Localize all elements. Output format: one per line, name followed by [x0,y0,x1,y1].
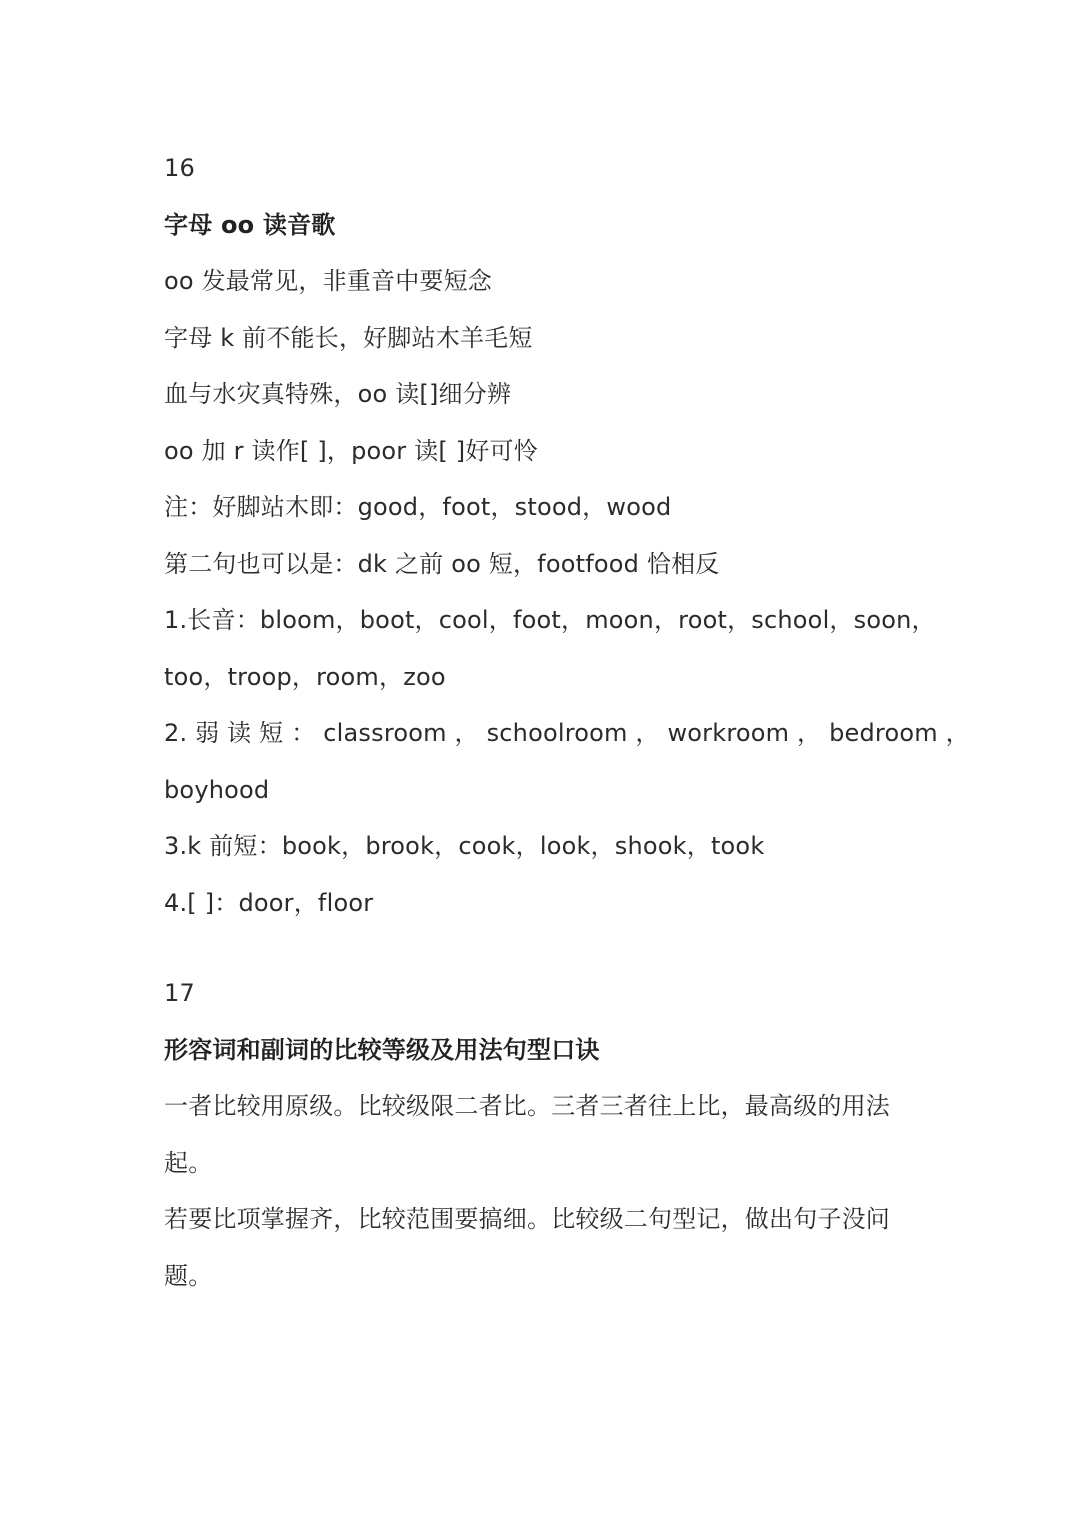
text-line: 一者比较用原级。比较级限二者比。三者三者往上比，最高级的用法 [164,1092,890,1120]
section-title-comparison: 形容词和副词的比较等级及用法句型口诀 [164,1035,600,1064]
text-line: 字母 k 前不能长，好脚站木羊毛短 [164,323,533,352]
text-line: 起。 [164,1148,213,1177]
example-list-long-sound: 1.长音：bloom，boot，cool，foot，moon，root，school，soon， [164,606,936,634]
text-line: 题。 [164,1261,213,1290]
example-list-door-floor: 4.[ ]：door，floor [164,888,374,917]
example-list-weak-short: 2. 弱 读 短 ： classroom ， schoolroom ， workroom ， bedroom ， [164,719,970,747]
text-line: oo 发最常见，非重音中要短念 [164,267,492,295]
example-list-weak-short-cont: boyhood [164,775,270,804]
text-line: 注：好脚站木即：good，foot，stood，wood [164,493,672,521]
example-list-long-sound-cont: too，troop，room，zoo [164,662,446,691]
example-list-k-short: 3.k 前短：book，brook，cook，look，shook，took [164,832,765,860]
section-number-17: 17 [164,979,195,1007]
text-line: 若要比项掌握齐，比较范围要搞细。比较级二句型记，做出句子没问 [164,1205,890,1233]
text-line: 第二句也可以是：dk 之前 oo 短，footfood 恰相反 [164,549,720,578]
section-spacer [164,931,924,965]
document-page [164,140,970,1304]
text-line: oo 加 r 读作[ ]，poor 读[ ]好可怜 [164,436,538,465]
text-line: 血与水灾真特殊，oo 读[]细分辨 [164,380,512,408]
section-number-16: 16 [164,154,195,182]
section-title-oo-pronunciation: 字母 oo 读音歌 [164,210,336,239]
